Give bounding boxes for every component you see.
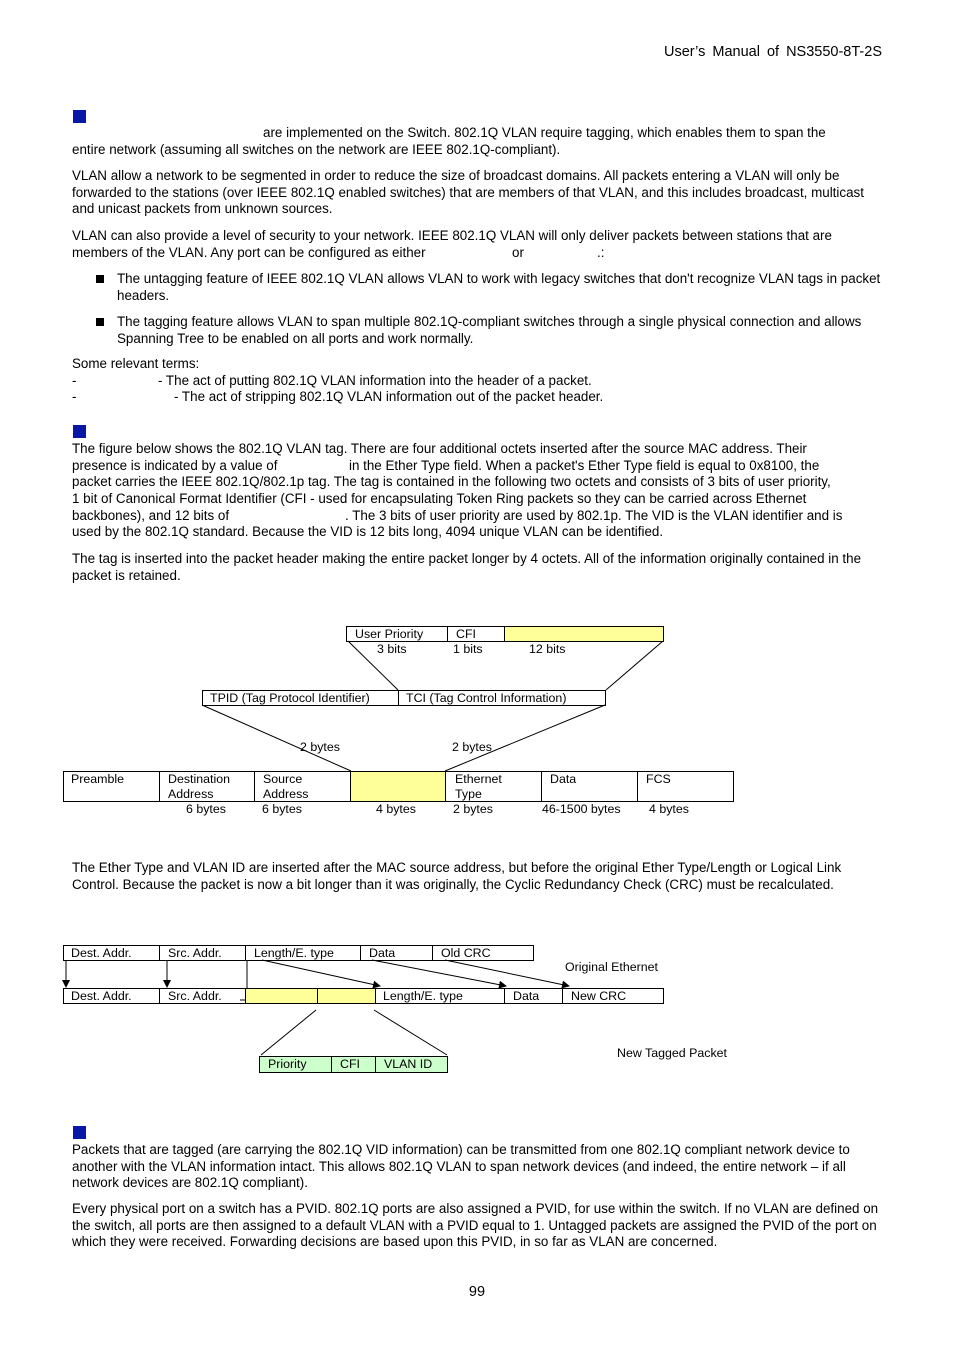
- tag-inserted-paragraph: The tag is inserted into the packet header making the entire packet longer by 4 octets. All of the information originally contained in the packet is retained.: [72, 551, 862, 583]
- tagged-dest-addr: Dest. Addr.: [71, 989, 132, 1003]
- size-ethernet-type: 2 bytes: [453, 802, 493, 816]
- tag-cfi: CFI: [340, 1057, 360, 1071]
- size-tpid: 2 bytes: [300, 740, 340, 754]
- field-cfi: CFI: [456, 627, 476, 641]
- vlan-tag-para-l2a: presence is indicated by a value of: [72, 458, 278, 473]
- size-user-priority: 3 bits: [377, 642, 407, 656]
- field-source-address: Source Address: [263, 772, 309, 801]
- section-marker-icon: [73, 1126, 86, 1139]
- orig-src-addr: Src. Addr.: [168, 946, 222, 960]
- vlan-tag-para-l1: The figure below shows the 802.1Q VLAN tag. There are four additional octets inserted after the source MAC address. Their: [72, 441, 807, 456]
- orig-data: Data: [369, 946, 396, 960]
- vlan-tag-para-l5b: . The 3 bits of user priority are used by 802.1p. The VID is the VLAN identifier and is: [345, 508, 843, 523]
- bullet-untagging: The untagging feature of IEEE 802.1Q VLAN allows VLAN to work with legacy switches that don't recognize VLAN tags in packet headers.: [117, 271, 881, 303]
- paragraph-security-line2: members of the VLAN. Any port can be configured as either: [72, 245, 426, 260]
- vlan-tag-para-l5a: backbones), and 12 bits of: [72, 508, 230, 523]
- orig-old-crc: Old CRC: [441, 946, 491, 960]
- vlan-tag-para-l6: used by the 802.1Q standard. Because the VID is 12 bits long, 4094 unique VLAN can be identified.: [72, 524, 664, 539]
- field-fcs: FCS: [646, 772, 671, 786]
- orig-length-type: Length/E. type: [254, 946, 334, 960]
- tagged-length-type: Length/E. type: [383, 989, 463, 1003]
- field-tpid: TPID (Tag Protocol Identifier): [210, 691, 370, 705]
- original-ethernet-label: Original Ethernet: [565, 960, 658, 974]
- term-dash: -: [72, 389, 77, 404]
- bullet-tagging: The tagging feature allows VLAN to span multiple 802.1Q-compliant switches through a single physical connection and allows Spanning Tree to be enabled on all ports and work normally.: [117, 314, 862, 346]
- tagged-src-addr: Src. Addr.: [168, 989, 222, 1003]
- term-dash: -: [72, 373, 77, 388]
- paragraph-security-or: or: [512, 245, 524, 260]
- term-tagging: - The act of putting 802.1Q VLAN information into the header of a packet.: [158, 373, 592, 388]
- tagged-packets-paragraph: Packets that are tagged (are carrying the 802.1Q VID information) can be transmitted from one 802.1Q compliant network device to another with the VLAN information intact. This allows 802.1Q VLAN to span network devices (and indeed, the entire network – if all network devices are 802.1Q compliant).: [72, 1142, 850, 1191]
- vlan-tag-para-l4: 1 bit of Canonical Format Identifier (CFI - used for encapsulating Token Ring packets so they can be carried across Ethernet: [72, 491, 807, 506]
- size-fcs: 4 bytes: [649, 802, 689, 816]
- ether-type-paragraph: The Ether Type and VLAN ID are inserted after the MAC source address, but before the original Ether Type/Length or Logical Link Control. Because the packet is now a bit longer than it was originally, the Cyclic Redundancy Check (CRC) must be recalculated.: [72, 860, 842, 892]
- terms-title: Some relevant terms:: [72, 356, 200, 371]
- page-header: User’s Manual of NS3550-8T-2S: [663, 44, 882, 60]
- paragraph-broadcast-domains: VLAN allow a network to be segmented in order to reduce the size of broadcast domains. All packets entering a VLAN will only be forwarded to the stations (over IEEE 802.1Q enabled switches) that are members of that VLAN, and this includes broadcast, multicast and unicast packets from unknown sources.: [72, 168, 864, 217]
- size-tci: 2 bytes: [452, 740, 492, 754]
- size-vlan-id: 12 bits: [529, 642, 566, 656]
- vlan-tag-para-l3: packet carries the IEEE 802.1Q/802.1p tag. The tag is contained in the following two octets and consists of 3 bits of user priority,: [72, 474, 831, 489]
- tag-vlan-id: VLAN ID: [384, 1057, 433, 1071]
- size-tag: 4 bytes: [376, 802, 416, 816]
- paragraph-security-end: .:: [597, 245, 605, 260]
- tagged-data: Data: [513, 989, 540, 1003]
- size-cfi: 1 bits: [453, 642, 483, 656]
- field-data: Data: [550, 772, 577, 786]
- field-tci: TCI (Tag Control Information): [406, 691, 567, 705]
- size-destination: 6 bytes: [186, 802, 226, 816]
- tagged-new-crc: New CRC: [571, 989, 627, 1003]
- page-number: 99: [468, 1284, 486, 1300]
- term-untagging: - The act of stripping 802.1Q VLAN information out of the packet header.: [174, 389, 604, 404]
- field-user-priority: User Priority: [355, 627, 424, 641]
- field-ethernet-type: Ethernet Type: [455, 772, 502, 801]
- new-tagged-packet-label: New Tagged Packet: [617, 1046, 727, 1060]
- paragraph-intro-line1: are implemented on the Switch. 802.1Q VLAN require tagging, which enables them to span the: [263, 125, 826, 140]
- orig-dest-addr: Dest. Addr.: [71, 946, 132, 960]
- paragraph-intro-line2: entire network (assuming all switches on the network are IEEE 802.1Q-compliant).: [72, 142, 561, 157]
- size-source: 6 bytes: [262, 802, 302, 816]
- field-destination-address: Destination Address: [168, 772, 230, 801]
- paragraph-security-line1: VLAN can also provide a level of security to your network. IEEE 802.1Q VLAN will only deliver packets between stations that are: [72, 228, 832, 243]
- field-preamble: Preamble: [71, 772, 125, 786]
- size-data: 46-1500 bytes: [542, 802, 621, 816]
- vlan-tag-para-l2b: in the Ether Type field. When a packet's Ether Type field is equal to 0x8100, the: [349, 458, 820, 473]
- tag-priority: Priority: [268, 1057, 307, 1071]
- pvid-paragraph: Every physical port on a switch has a PVID. 802.1Q ports are also assigned a PVID, for use within the switch. If no VLAN are defined on the switch, all ports are then assigned to a default VLAN with a PVID equal to 1. Untagged packets are assigned the PVID of the port on which they were received. Forwarding decisions are based upon this PVID, in so far as VLAN are concerned.: [72, 1201, 879, 1250]
